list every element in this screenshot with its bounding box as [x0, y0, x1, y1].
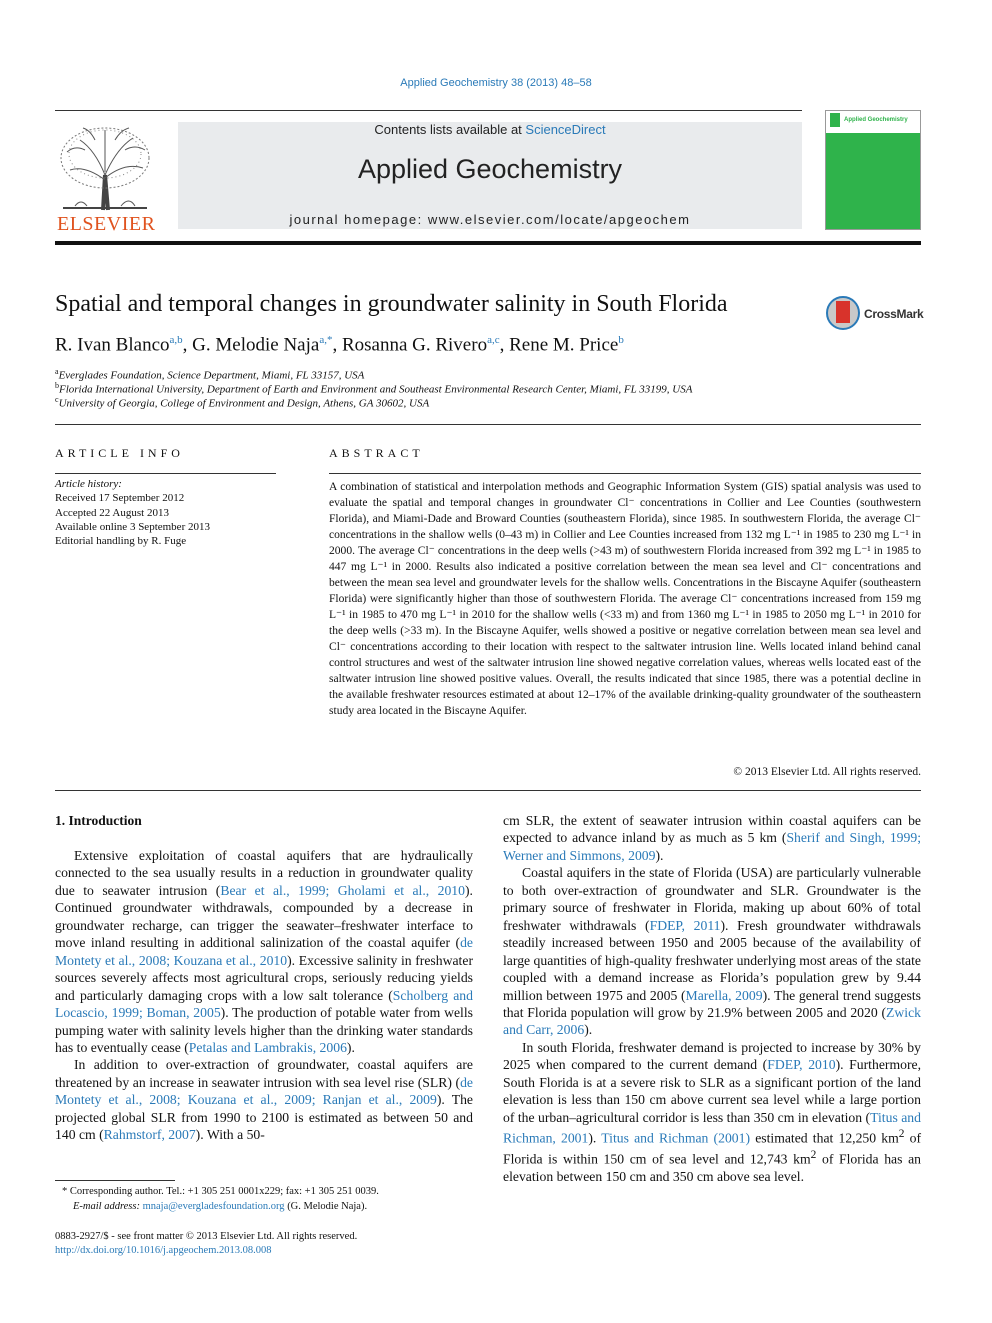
- history-accepted: Accepted 22 August 2013: [55, 507, 169, 519]
- citation-link[interactable]: de Montety et al., 2008; Kouzana et al., 2010: [55, 935, 473, 968]
- sciencedirect-link[interactable]: ScienceDirect: [525, 122, 606, 137]
- body-text: of Florida has an elevation between 150 cm and 350 cm above sea level.: [503, 1151, 921, 1185]
- citation-link[interactable]: FDEP, 2011: [649, 917, 721, 933]
- section-heading: 1. Introduction: [55, 813, 142, 828]
- body-text: In south Florida, freshwater demand is projected to increase by 30% by 2025 when compared to the current demand (: [503, 1039, 921, 1073]
- body-text: estimated that 12,250 km: [750, 1130, 899, 1146]
- citation-link[interactable]: Bear et al., 1999; Gholami et al., 2010: [220, 882, 465, 898]
- affiliation-mark: b: [55, 381, 59, 390]
- history-label: Article history:: [55, 478, 122, 490]
- body-text: of Florida is within 150 cm of sea level and 12,743 km: [503, 1130, 922, 1167]
- affiliation-text: Everglades Foundation, Science Department, Miami, FL 33157, USA: [58, 369, 365, 382]
- header-thick-rule: [55, 241, 921, 245]
- crossmark-ribbon-icon: [836, 301, 850, 323]
- article-title: Spatial and temporal changes in groundwater salinity in South Florida: [55, 291, 728, 317]
- superscript: 2: [898, 1128, 905, 1141]
- body-paragraph: [55, 1056, 473, 1143]
- citation-link[interactable]: Rahmstorf, 2007: [103, 1127, 196, 1143]
- body-column-right: [503, 812, 921, 1186]
- email-label: E-mail address:: [73, 1201, 143, 1212]
- affiliation: [55, 395, 429, 410]
- body-text: ).: [588, 1130, 602, 1146]
- body-text: ). The general trend suggests that Florida population will grow by 21.9% between 2005 and 2020 (: [503, 987, 922, 1020]
- body-paragraph: [503, 812, 921, 864]
- homepage-prefix: journal homepage:: [289, 212, 428, 227]
- body-text: ). Fresh groundwater withdrawals steadily increased between 1950 and 2005 because of the availability of large quantities of high-quality freshwater underlying most areas of the state coupled with a demand increase as Florida’s population grew by 9.44 million between 1975 and 2005 (: [503, 917, 921, 1003]
- citation-link[interactable]: Petalas and Lambrakis, 2006: [188, 1039, 347, 1055]
- history-received: Received 17 September 2012: [55, 492, 185, 504]
- abstract-rule: [329, 473, 921, 474]
- cover-title: Applied Geochemistry: [844, 117, 908, 123]
- body-paragraph: [503, 864, 921, 1039]
- body-text: ). The projected global SLR from 1990 to 2100 is estimated as between 50 and 140 cm (: [55, 1092, 473, 1143]
- elsevier-wordmark: ELSEVIER: [57, 213, 156, 235]
- homepage-url[interactable]: www.elsevier.com/locate/apgeochem: [427, 212, 691, 227]
- journal-title: Applied Geochemistry: [357, 154, 623, 184]
- affiliation-mark: a: [55, 367, 59, 376]
- author-name: G. Melodie Naja: [192, 334, 320, 356]
- email-suffix: (G. Melodie Naja).: [284, 1201, 368, 1212]
- abstract-copyright: © 2013 Elsevier Ltd. All rights reserved.: [733, 766, 921, 778]
- journal-citation[interactable]: Applied Geochemistry 38 (2013) 48–58: [400, 77, 592, 89]
- citation-link[interactable]: Titus and Richman, 2001: [503, 1109, 921, 1146]
- body-text: ). With a 50-: [195, 1127, 265, 1143]
- affiliation: [55, 381, 692, 396]
- crossmark-label: CrossMark: [864, 307, 924, 321]
- superscript: 2: [810, 1149, 817, 1162]
- body-text: ). Furthermore, South Florida is at a severe risk to SLR as a significant portion of the land elevation is less than 150 cm above current sea level while a large portion of the urban–agricultural corridor is less than 350 cm in elevation (: [503, 1057, 921, 1125]
- body-text: ).: [655, 847, 664, 863]
- journal-banner: [178, 122, 802, 229]
- article-info-rule: [55, 473, 276, 474]
- affiliation-rule: [55, 424, 921, 425]
- author-affiliation-mark[interactable]: a,*: [319, 334, 333, 346]
- body-column-left: [55, 847, 473, 1144]
- footnote-rule: [55, 1180, 175, 1181]
- citation-link[interactable]: Zwick and Carr, 2006: [503, 1004, 921, 1038]
- citation-link[interactable]: de Montety et al., 2008; Kouzana et al., 2009; Ranjan et al., 2009: [55, 1074, 473, 1108]
- citation-link[interactable]: FDEP, 2010: [767, 1057, 836, 1073]
- body-text: Extensive exploitation of coastal aquifers that are hydraulically connected to the sea usually results in a reduction in groundwater quality due to seawater intrusion (: [55, 848, 473, 898]
- affiliation-text: University of Georgia, College of Environment and Design, Athens, GA 30602, USA: [58, 397, 430, 410]
- author-name: Rosanna G. Rivero: [341, 334, 488, 356]
- body-text: ). The production of potable water from wells pumping water with salinity levels higher than the drinking water standards has to eventually cease (: [55, 1005, 473, 1055]
- contents-line: [178, 122, 802, 137]
- author-affiliation-mark[interactable]: b: [618, 334, 624, 346]
- author-separator: ,: [499, 334, 510, 356]
- body-text: ). Continued groundwater withdrawals, compounded by a decrease in groundwater recharge, can trigger the seawater–freshwater interface to move inland resulting in additional salinization of the coastal aquifer (: [55, 882, 473, 951]
- author-name: R. Ivan Blanco: [55, 334, 170, 356]
- affiliation: [55, 367, 364, 382]
- author-list: [55, 334, 624, 356]
- email-footnote: [73, 1201, 367, 1212]
- body-text: ).: [584, 1022, 593, 1038]
- elsevier-logo: [55, 120, 156, 235]
- author-separator: ,: [182, 334, 193, 356]
- crossmark-badge[interactable]: [826, 296, 926, 332]
- body-text: ).: [346, 1039, 355, 1055]
- author-affiliation-mark[interactable]: a,c: [487, 334, 500, 346]
- article-info-heading: ARTICLE INFO: [55, 446, 184, 460]
- body-text: In addition to over-extraction of groundwater, coastal aquifers are threatened by an increase in seawater intrusion with sea level rise (SLR) (: [55, 1057, 473, 1090]
- elsevier-tree-icon: [55, 120, 155, 212]
- body-paragraph: [55, 847, 473, 1056]
- citation-link[interactable]: Sherif and Singh, 1999; Werner and Simmons, 2009: [503, 830, 921, 863]
- body-text: cm SLR, the extent of seawater intrusion within coastal aquifers can be expected to advance inland by as much as 5 km (: [503, 813, 921, 846]
- author-affiliation-mark[interactable]: a,b: [169, 334, 183, 346]
- citation-link[interactable]: Scholberg and Locascio, 1999; Boman, 2005: [55, 987, 473, 1021]
- issn-line: 0883-2927/$ - see front matter © 2013 Elsevier Ltd. All rights reserved.: [55, 1231, 358, 1242]
- doi-link[interactable]: http://dx.doi.org/10.1016/j.apgeochem.2013.08.008: [55, 1245, 272, 1256]
- abstract-text: A combination of statistical and interpolation methods and Geographic Information System (GIS) spatial analysis was used to evaluate the spatial and temporal changes in groundwater Cl⁻ concentrations in Collier and Lee Counties (southwestern Florida), and Miami-Dade and Broward Counties (southeastern Florida), since 1985. In southwestern Florida, the average Cl⁻ concentrations in the shallow wells (0–43 m) in Collier and Lee Counties increased from 132 mg L⁻¹ in 1985 to 230 mg L⁻¹ in 2000. The average Cl⁻ concentrations in the deep wells (>43 m) of southwestern Florida increased from 392 mg L⁻¹ in 1985 to 447 mg L⁻¹ in 2000. Results also indicated a positive correlation between the mean sea level and Cl⁻ concentrations and between the mean sea level and groundwater levels for the shallow wells. Concentrations in the Biscayne Aquifer (southeastern Florida) were significantly higher than those of southwestern Florida. The average Cl⁻ concentrations increased from 159 mg L⁻¹ in 1985 to 470 mg L⁻¹ in 2010 for the shallow wells (<33 m) and from 1360 mg L⁻¹ in 1985 to 2050 mg L⁻¹ in 2010 for the deep wells (>33 m). In the Biscayne Aquifer, wells showed a positive or negative correlation between mean sea level and Cl⁻ concentrations according to their location with respect to the saltwater intrusion line. Wells located inland behind canal control structures and west of the saltwater intrusion line showed negative correlation values, whereas wells located east of the saltwater intrusion line showed positive values. Overall, the results indicated that since 1985, there was a potential decline in the available freshwater resources estimated at about 12–17% of the available drinking-quality groundwater of the southeastern study area located in the Biscayne Aquifer.: [329, 481, 921, 717]
- author-name: Rene M. Price: [509, 334, 619, 356]
- body-text: Coastal aquifers in the state of Florida (USA) are particularly vulnerable to both over-extraction of groundwater and SLR. Groundwater is the primary source of freshwater in Florida, making up about 60% of total freshwater withdrawals (: [503, 865, 921, 933]
- body-text: ). Excessive salinity in freshwater sources severely affects most agricultural crops, seriously reducing yields and particularly damaging crops with a low salt tolerance (: [55, 952, 473, 1003]
- affiliation-text: Florida International University, Department of Earth and Environment and Southeast Environmental Research Center, Miami, FL 33199, USA: [59, 383, 693, 396]
- affiliation-mark: c: [55, 395, 59, 404]
- cover-emblem-icon: [830, 113, 840, 127]
- journal-cover-thumbnail[interactable]: [825, 110, 921, 230]
- abstract-heading: ABSTRACT: [329, 446, 424, 460]
- citation-link[interactable]: Marella, 2009: [685, 987, 763, 1003]
- corresponding-author-footnote: * Corresponding author. Tel.: +1 305 251 0001x229; fax: +1 305 251 0039.: [62, 1186, 379, 1197]
- body-paragraph: [503, 1039, 921, 1186]
- citation-link[interactable]: Titus and Richman (2001): [601, 1130, 751, 1146]
- history-online: Available online 3 September 2013: [55, 521, 210, 533]
- history-editorial: Editorial handling by R. Fuge: [55, 535, 187, 547]
- author-separator: ,: [332, 334, 342, 356]
- header-top-rule: [55, 110, 802, 111]
- journal-homepage: [178, 212, 802, 227]
- abstract-bottom-rule: [55, 790, 921, 791]
- contents-prefix: Contents lists available at: [374, 122, 526, 137]
- email-link[interactable]: mnaja@evergladesfoundation.org: [142, 1201, 285, 1212]
